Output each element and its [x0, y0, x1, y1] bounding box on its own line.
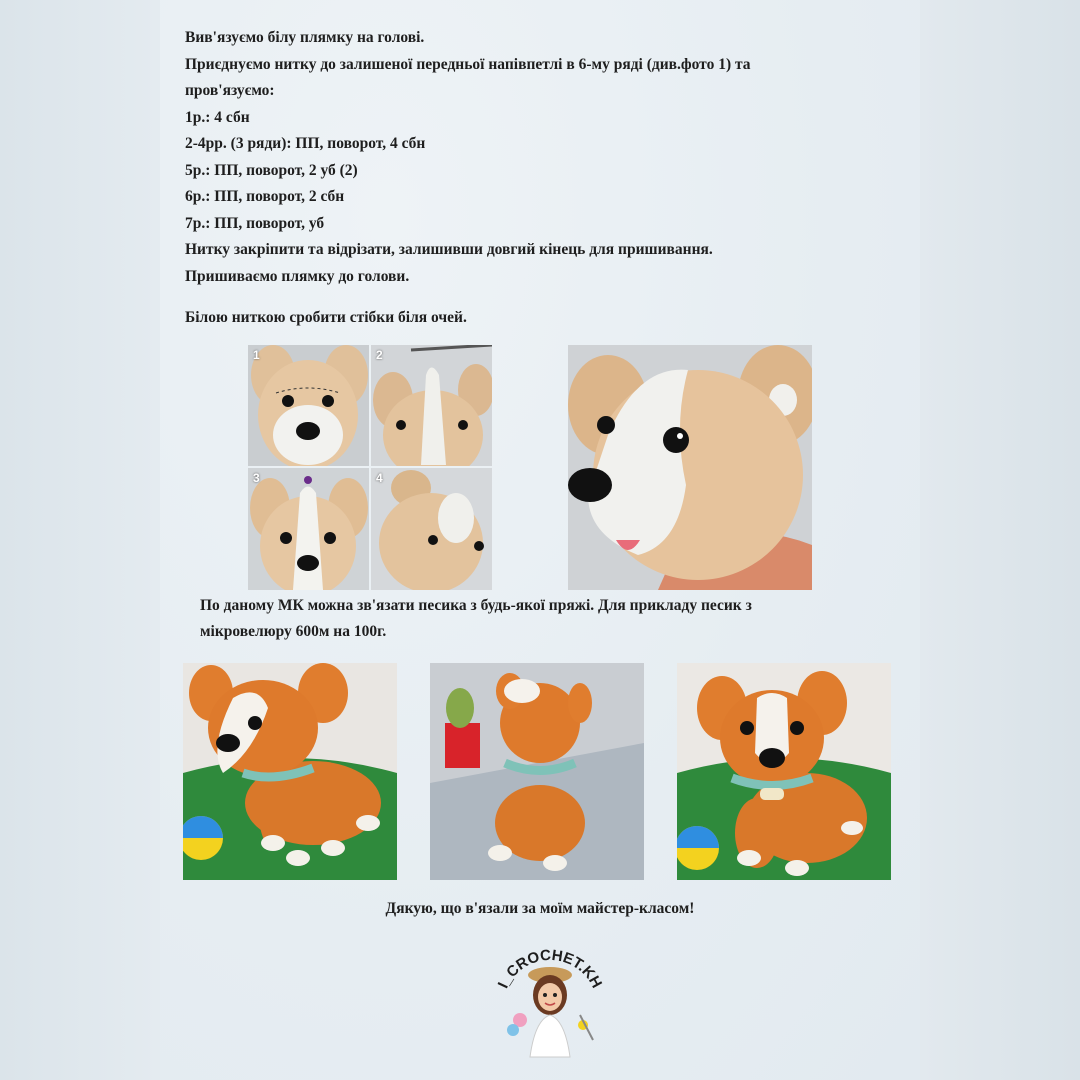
orange-dog-cactus-icon	[430, 663, 644, 880]
collage-number: 1	[253, 348, 260, 362]
instruction-line: 7р.: ПП, поворот, уб	[185, 214, 325, 232]
instructions-block	[185, 25, 751, 290]
instruction-line: Приєднуємо нитку до залишеної передньої напівпетлі в 6-му ряді (див.фото 1) та	[185, 55, 751, 73]
logo-text: I_CROCHET.KH	[494, 946, 606, 992]
closeup-photo	[568, 345, 812, 590]
collage-photo-3	[248, 468, 369, 590]
instruction-line: Нитку закріпити та відрізати, залишивши довгий кінець для пришивання.	[185, 241, 713, 258]
collage-photo-1	[248, 345, 369, 466]
collage-photo-4	[371, 468, 492, 590]
thanks-message: Дякую, що в'язали за моїм майстер-класом!	[385, 900, 695, 917]
instruction-line: пров'язуємо:	[185, 82, 275, 99]
orange-dog-side-icon	[183, 663, 397, 880]
dog-head-side-icon	[371, 468, 492, 590]
yarn-note-line: По даному МК можна зв'язати песика з будь-якої пряжі. Для прикладу песик з	[200, 597, 752, 614]
instruction-line: Пришиваємо плямку до голови.	[185, 267, 410, 285]
finished-dog-photo-2	[430, 663, 644, 880]
instruction-line: Вив'язуємо білу плямку на голові.	[185, 29, 425, 46]
eye-note: Білою ниткою сробити стібки біля очей.	[185, 309, 467, 326]
dog-head-closeup-icon	[568, 345, 812, 590]
collage-photo-2	[371, 345, 492, 466]
dog-head-stripe-icon	[248, 468, 369, 590]
yarn-note	[200, 593, 752, 645]
instruction-line: 6р.: ПП, поворот, 2 сбн	[185, 188, 345, 205]
dog-head-hook-icon	[371, 345, 492, 466]
instruction-line: 1р.: 4 сбн	[185, 108, 250, 126]
collage-number: 4	[376, 471, 383, 485]
collage-number: 2	[376, 348, 383, 362]
brand-logo	[485, 945, 615, 1060]
finished-dog-photo-1	[183, 663, 397, 880]
finished-dog-photo-3	[677, 663, 891, 880]
collage-number: 3	[253, 471, 260, 485]
yarn-note-line: мікровелюру 600м на 100г.	[200, 623, 387, 640]
dog-head-beige-icon	[248, 345, 369, 466]
instruction-line: 5р.: ПП, поворот, 2 уб (2)	[185, 161, 358, 179]
instruction-line: 2-4рр. (3 ряди): ПП, поворот, 4 сбн	[185, 135, 426, 152]
orange-dog-front-icon	[677, 663, 891, 880]
crochet-girl-logo-icon	[485, 945, 615, 1060]
